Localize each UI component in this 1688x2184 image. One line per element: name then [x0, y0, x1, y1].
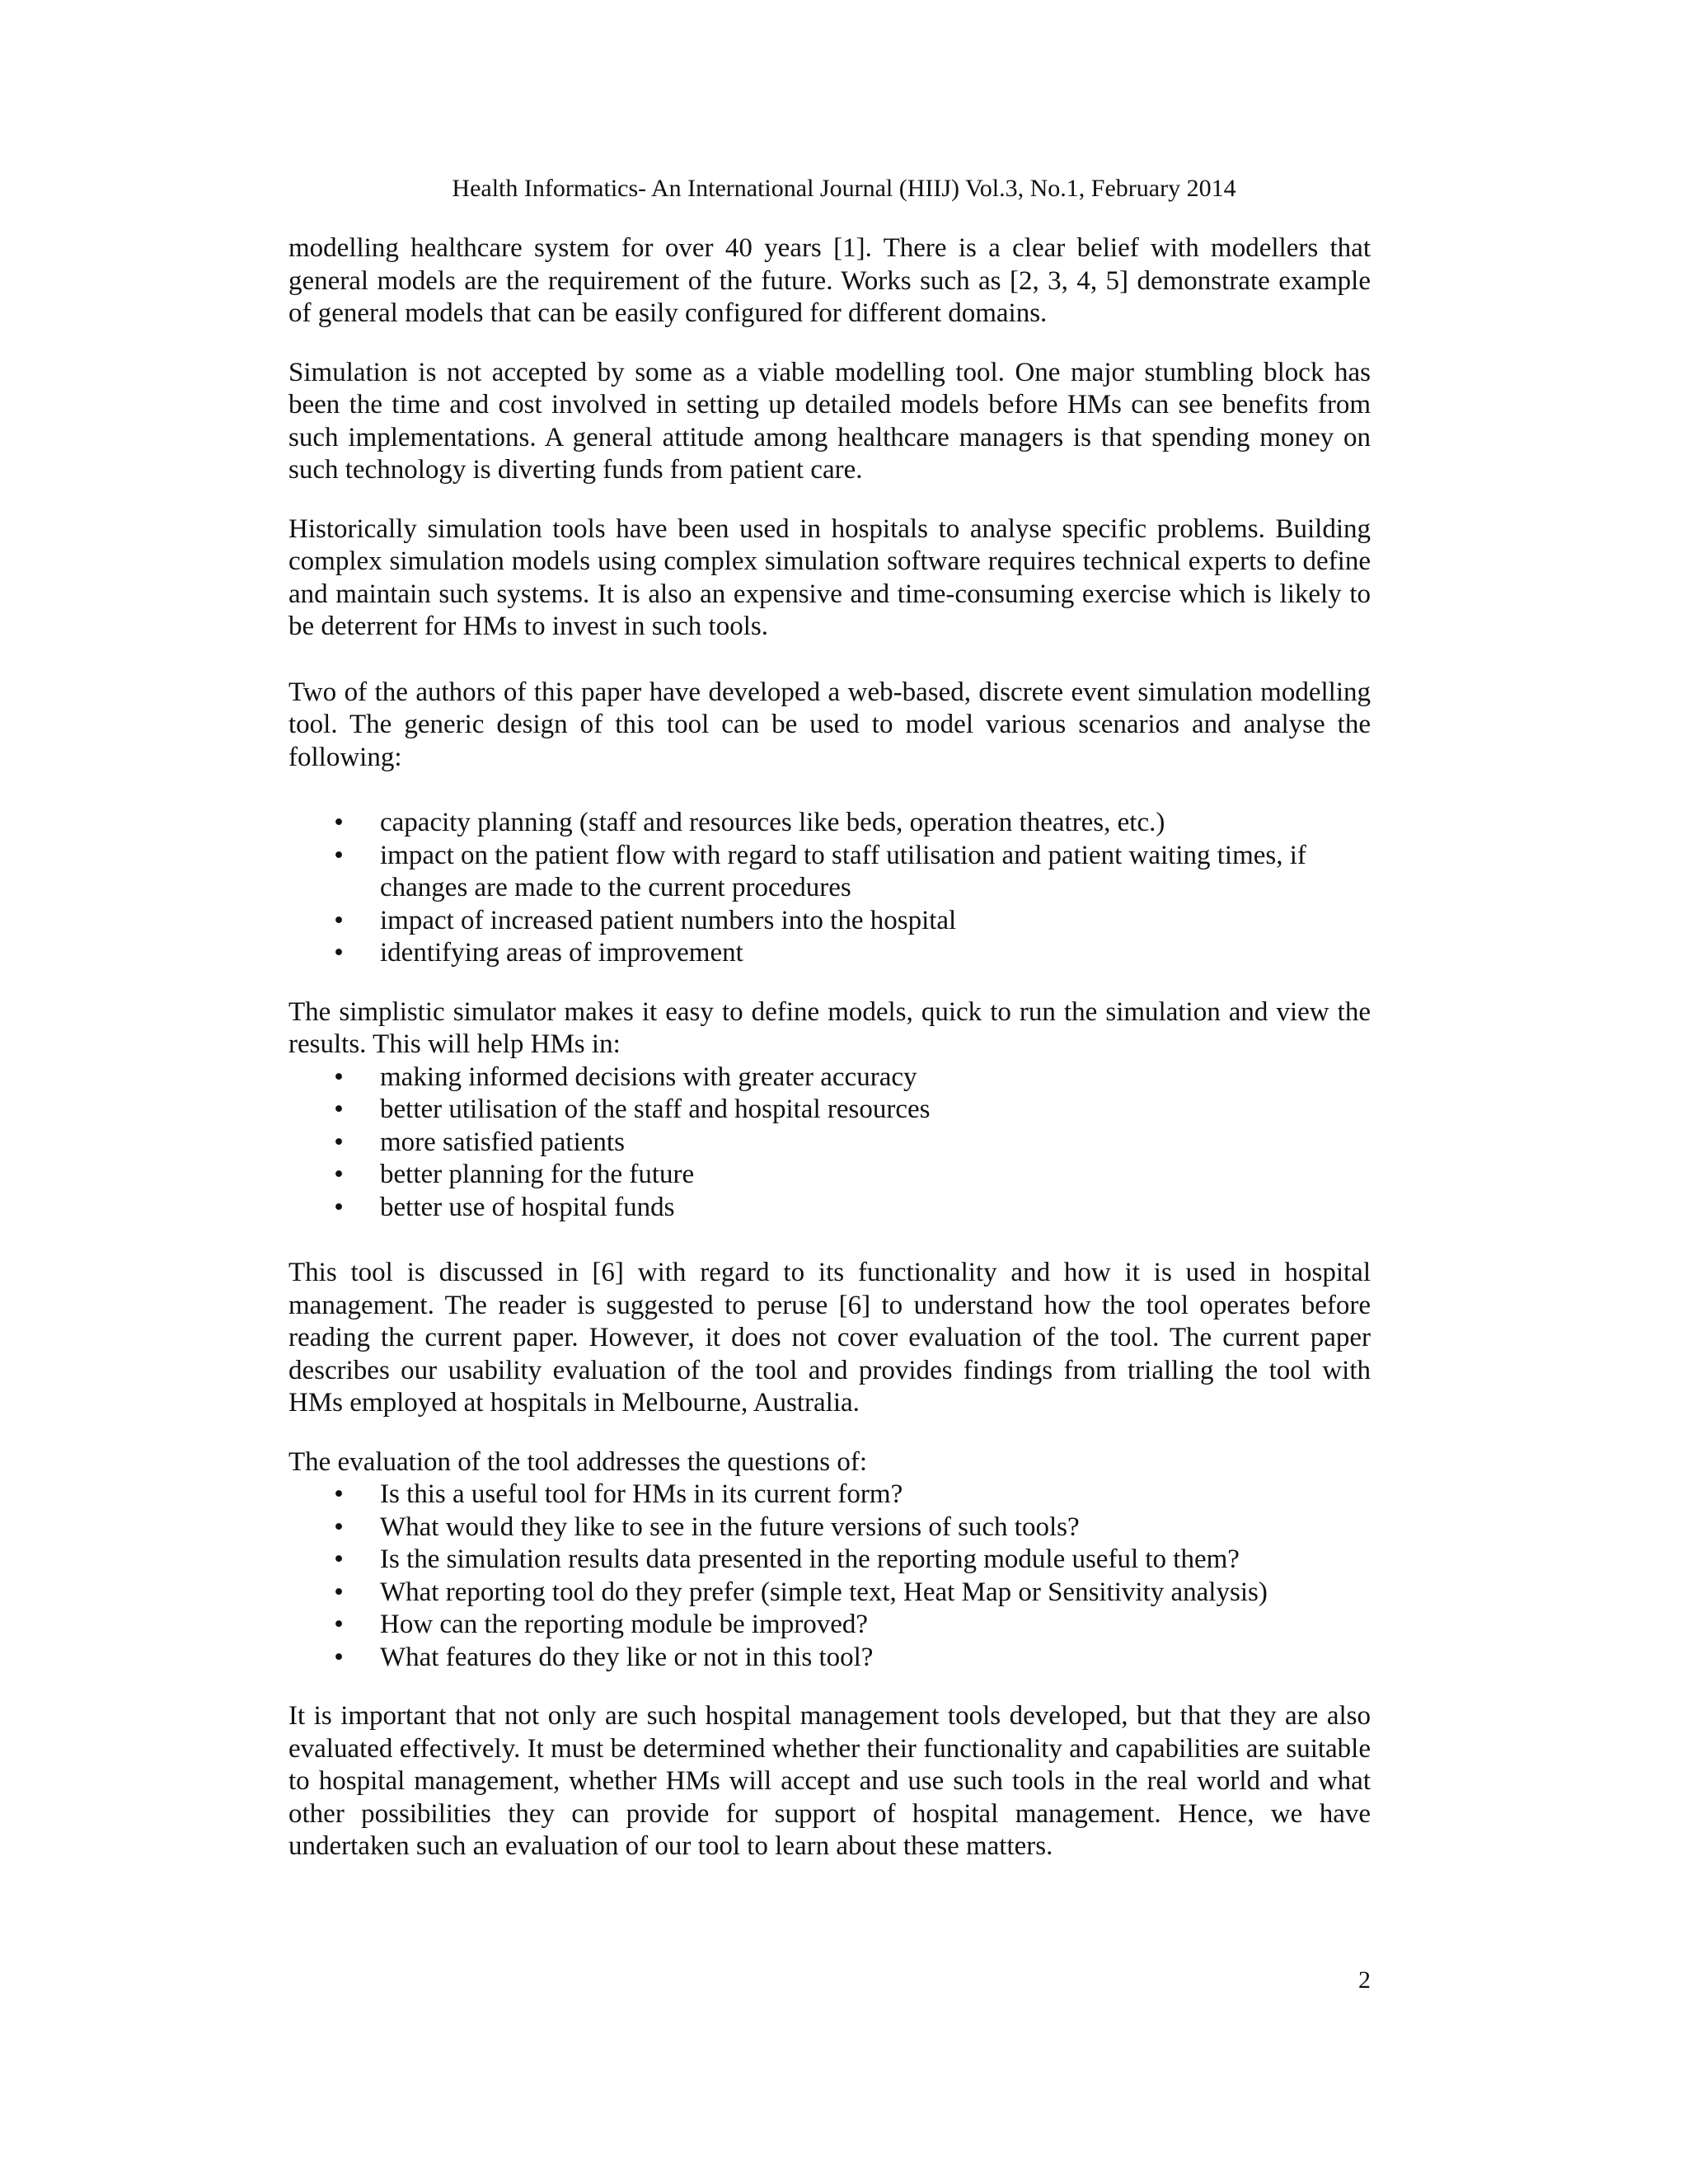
body-text	[288, 232, 1371, 1863]
running-header: Health Informatics- An International Journal (HIIJ) Vol.3, No.1, February 2014	[452, 175, 1236, 202]
list-item	[288, 1062, 1371, 1094]
bullet-icon: •	[334, 808, 344, 837]
list-item-text: What features do they like or not in this tool?	[380, 1642, 874, 1672]
list-item-text: What would they like to see in the future versions of such tools?	[380, 1511, 1080, 1542]
list-item	[288, 1642, 1371, 1675]
bullet-icon: •	[334, 1062, 344, 1092]
list-item-text: How can the reporting module be improved?	[380, 1610, 868, 1639]
bullet-icon: •	[334, 905, 344, 935]
list-analysis-areas	[288, 807, 1371, 970]
bullet-icon: •	[334, 840, 344, 870]
list-item-text: Is the simulation results data presented in the reporting module useful to them?	[380, 1544, 1240, 1574]
list-item	[288, 937, 1371, 970]
bullet-icon: •	[334, 1160, 344, 1189]
list-item-text: capacity planning (staff and resources like beds, operation theatres, etc.)	[380, 808, 1165, 837]
list-item	[288, 905, 1371, 938]
list-item	[288, 1159, 1371, 1192]
list-item-text: better planning for the future	[380, 1160, 695, 1189]
list-item	[288, 1577, 1371, 1610]
list-item-text: making informed decisions with greater accuracy	[380, 1062, 917, 1092]
list-item-text: Is this a useful tool for HMs in its current form?	[380, 1479, 903, 1509]
bullet-icon: •	[334, 938, 344, 968]
bullet-icon: •	[334, 1511, 344, 1542]
list-item-text: What reporting tool do they prefer (simple text, Heat Map or Sensitivity analysis)	[380, 1577, 1268, 1607]
list-item	[288, 1479, 1371, 1511]
list-item	[288, 1094, 1371, 1127]
list-item	[288, 1127, 1371, 1160]
list-item	[288, 840, 1371, 905]
list-item-text: identifying areas of improvement	[380, 938, 743, 968]
paragraph-general-models: modelling healthcare system for over 40 years [1]. There is a clear belief with modellers that general models are the requirement of the future. Works such as [2, 3, 4, 5] demonstrate example of general models that can be easily configured for different domains.	[288, 233, 1371, 328]
list-item	[288, 1511, 1371, 1544]
list-item-text: impact on the patient flow with regard to staff utilisation and patient waiting times, if changes are made to the current procedures	[380, 840, 1306, 902]
list-item-text: better use of hospital funds	[380, 1192, 675, 1222]
paragraph-simulation-acceptance: Simulation is not accepted by some as a viable modelling tool. One major stumbling block has been the time and cost involved in setting up detailed models before HMs can see benefits from such implementations. A general attitude among healthcare managers is that spending money on such technology is diverting funds from patient care.	[288, 357, 1371, 485]
list-item-text: more satisfied patients	[380, 1127, 625, 1157]
paragraph-simplistic-simulator: The simplistic simulator makes it easy to define models, quick to run the simulation and view the results. This will help HMs in:	[288, 996, 1371, 1059]
paragraph-web-based-tool: Two of the authors of this paper have developed a web-based, discrete event simulation modelling tool. The generic design of this tool can be used to model various scenarios and analyse the following:	[288, 677, 1371, 772]
bullet-icon: •	[334, 1577, 344, 1607]
list-questions	[288, 1479, 1371, 1674]
list-benefits	[288, 1062, 1371, 1225]
page-number: 2	[1358, 1966, 1371, 1994]
paragraph-evaluation-questions: The evaluation of the tool addresses the questions of:	[288, 1446, 867, 1477]
bullet-icon: •	[334, 1094, 344, 1124]
bullet-icon: •	[334, 1642, 344, 1672]
bullet-icon: •	[334, 1192, 344, 1222]
paragraph-historical-tools: Historically simulation tools have been used in hospitals to analyse specific problems. Building complex simulation models using complex simulation software requires technical experts to define and maintain such systems. It is also an expensive and time-consuming exercise which is likely to be deterrent for HMs to invest in such tools.	[288, 513, 1371, 641]
list-item	[288, 807, 1371, 840]
paragraph-conclusion: It is important that not only are such hospital management tools developed, but that they are also evaluated effectively. It must be determined whether their functionality and capabilities are suitable to hospital management, whether HMs will accept and use such tools in the real world and what other possibilities they can provide for support of hospital management. Hence, we have undertaken such an evaluation of our tool to learn about these matters.	[288, 1701, 1371, 1861]
paragraph-tool-discussion: This tool is discussed in [6] with regard to its functionality and how it is used in hospital management. The reader is suggested to peruse [6] to understand how the tool operates before reading the current paper. However, it does not cover evaluation of the tool. The current paper describes our usability evaluation of the tool and provides findings from trialling the tool with HMs employed at hospitals in Melbourne, Australia.	[288, 1258, 1371, 1418]
list-item	[288, 1544, 1371, 1577]
bullet-icon: •	[334, 1127, 344, 1157]
list-item	[288, 1609, 1371, 1642]
bullet-icon: •	[334, 1544, 344, 1574]
list-item-text: better utilisation of the staff and hospital resources	[380, 1094, 931, 1124]
list-item-text: impact of increased patient numbers into the hospital	[380, 905, 957, 935]
bullet-icon: •	[334, 1479, 344, 1509]
list-item	[288, 1192, 1371, 1225]
bullet-icon: •	[334, 1610, 344, 1639]
